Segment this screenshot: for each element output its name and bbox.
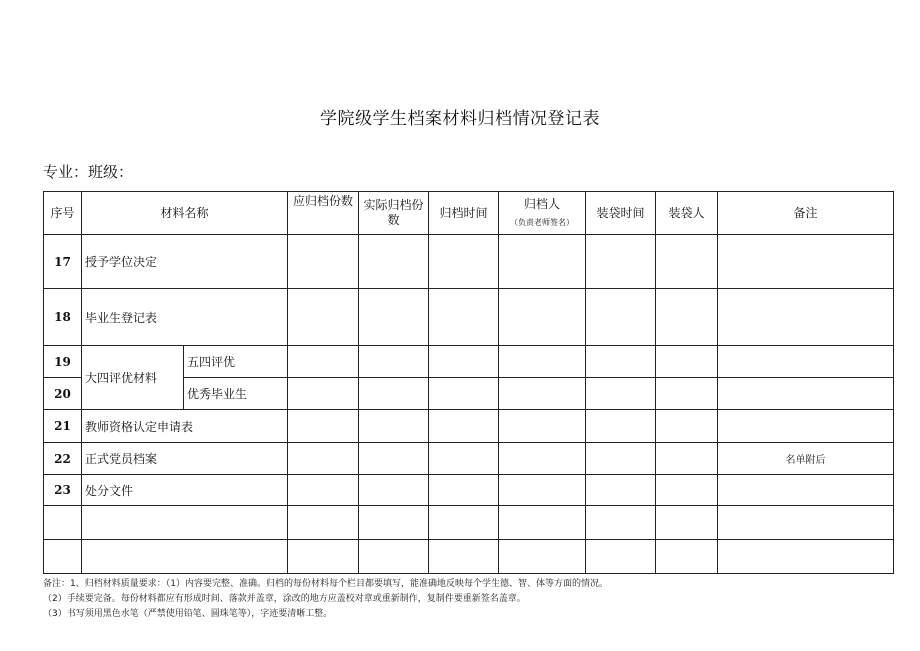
major-class-label: 专业：班级： — [43, 163, 134, 181]
cell-bag-time[interactable] — [586, 235, 656, 289]
cell-remark: 名单附后 — [718, 443, 894, 475]
material-name: 教师资格认定申请表 — [82, 410, 288, 443]
blank-cell[interactable] — [429, 506, 499, 540]
cell-archive-time[interactable] — [429, 378, 499, 410]
cell-archive-time[interactable] — [429, 289, 499, 346]
blank-cell[interactable] — [429, 540, 499, 574]
table-row — [44, 235, 894, 289]
cell-remark[interactable] — [718, 346, 894, 378]
blank-cell[interactable] — [82, 506, 288, 540]
blank-cell[interactable] — [288, 540, 359, 574]
header-actual-count: 实际归档份数 — [359, 192, 429, 235]
header-material: 材料名称 — [82, 192, 288, 235]
cell-bagger[interactable] — [656, 475, 718, 506]
cell-archive-time[interactable] — [429, 410, 499, 443]
archive-register-table — [43, 191, 894, 574]
material-sub-name: 五四评优 — [184, 346, 288, 378]
blank-cell[interactable] — [656, 540, 718, 574]
row-number: 18 — [44, 289, 82, 346]
material-name: 毕业生登记表 — [82, 289, 288, 346]
header-bagger: 装袋人 — [656, 192, 718, 235]
row-number: 23 — [44, 475, 82, 506]
notes-section — [43, 577, 608, 622]
material-sub-name: 优秀毕业生 — [184, 378, 288, 410]
note-line-2: （2）手续要完备。每份材料都应有形成时间、落款并盖章，涂改的地方应盖校对章或重新制作，复制件要重新签名盖章。 — [43, 594, 526, 604]
cell-should-count[interactable] — [288, 475, 359, 506]
cell-should-count[interactable] — [288, 346, 359, 378]
header-bag-time: 装袋时间 — [586, 192, 656, 235]
material-group-name: 大四评优材料 — [82, 346, 184, 410]
cell-actual-count[interactable] — [359, 443, 429, 475]
cell-archive-time[interactable] — [429, 346, 499, 378]
cell-actual-count[interactable] — [359, 346, 429, 378]
blank-cell[interactable] — [586, 540, 656, 574]
cell-archive-time[interactable] — [429, 475, 499, 506]
blank-cell[interactable] — [359, 506, 429, 540]
cell-archiver[interactable] — [499, 346, 586, 378]
cell-archiver[interactable] — [499, 475, 586, 506]
cell-should-count[interactable] — [288, 289, 359, 346]
cell-actual-count[interactable] — [359, 289, 429, 346]
blank-cell[interactable] — [288, 506, 359, 540]
row-number: 22 — [44, 443, 82, 475]
blank-cell[interactable] — [82, 540, 288, 574]
blank-cell[interactable] — [44, 540, 82, 574]
row-number: 19 — [44, 346, 82, 378]
blank-cell[interactable] — [586, 506, 656, 540]
header-archiver-sub: （负责老师签名） — [510, 217, 575, 227]
blank-cell[interactable] — [359, 540, 429, 574]
blank-cell[interactable] — [718, 506, 894, 540]
cell-archive-time[interactable] — [429, 443, 499, 475]
cell-actual-count[interactable] — [359, 475, 429, 506]
cell-bagger[interactable] — [656, 443, 718, 475]
cell-bag-time[interactable] — [586, 410, 656, 443]
header-should-count: 应归档份数 — [288, 192, 359, 235]
cell-should-count[interactable] — [288, 378, 359, 410]
cell-actual-count[interactable] — [359, 235, 429, 289]
cell-actual-count[interactable] — [359, 410, 429, 443]
row-number: 21 — [44, 410, 82, 443]
cell-archiver[interactable] — [499, 443, 586, 475]
cell-bagger[interactable] — [656, 289, 718, 346]
cell-bag-time[interactable] — [586, 346, 656, 378]
form-title: 学院级学生档案材料归档情况登记表 — [320, 109, 600, 129]
material-name: 处分文件 — [82, 475, 288, 506]
cell-bagger[interactable] — [656, 235, 718, 289]
table-row-blank — [44, 506, 894, 540]
table-row — [44, 289, 894, 346]
cell-bag-time[interactable] — [586, 475, 656, 506]
material-name: 授予学位决定 — [82, 235, 288, 289]
table-row-blank — [44, 540, 894, 574]
table-row — [44, 475, 894, 506]
header-archiver — [499, 192, 586, 235]
cell-bag-time[interactable] — [586, 289, 656, 346]
row-number: 20 — [44, 378, 82, 410]
table-row — [44, 410, 894, 443]
note-line-1: 备注：1、归档材料质量要求：（1）内容要完整、准确。归档的每份材料每个栏目都要填写，能准确地反映每个学生德、智、体等方面的情况。 — [43, 579, 608, 589]
header-seq: 序号 — [44, 192, 82, 235]
material-name: 正式党员档案 — [82, 443, 288, 475]
cell-archiver[interactable] — [499, 289, 586, 346]
cell-remark[interactable] — [718, 235, 894, 289]
cell-archiver[interactable] — [499, 378, 586, 410]
blank-cell[interactable] — [44, 506, 82, 540]
header-archive-time: 归档时间 — [429, 192, 499, 235]
header-row — [44, 192, 894, 235]
cell-should-count[interactable] — [288, 443, 359, 475]
cell-archiver[interactable] — [499, 235, 586, 289]
blank-cell[interactable] — [718, 540, 894, 574]
cell-bag-time[interactable] — [586, 378, 656, 410]
cell-remark[interactable] — [718, 378, 894, 410]
table-row — [44, 346, 894, 378]
cell-remark[interactable] — [718, 410, 894, 443]
row-number: 17 — [44, 235, 82, 289]
cell-should-count[interactable] — [288, 410, 359, 443]
blank-cell[interactable] — [656, 506, 718, 540]
cell-actual-count[interactable] — [359, 378, 429, 410]
table-row — [44, 443, 894, 475]
cell-remark[interactable] — [718, 475, 894, 506]
cell-remark[interactable] — [718, 289, 894, 346]
cell-archive-time[interactable] — [429, 235, 499, 289]
cell-bag-time[interactable] — [586, 443, 656, 475]
cell-should-count[interactable] — [288, 235, 359, 289]
cell-archiver[interactable] — [499, 410, 586, 443]
cell-bagger[interactable] — [656, 346, 718, 378]
note-line-3: （3）书写须用黑色水笔（严禁使用铅笔、圆珠笔等），字迹要清晰工整。 — [43, 609, 333, 619]
header-remark: 备注 — [718, 192, 894, 235]
cell-bagger[interactable] — [656, 410, 718, 443]
blank-cell[interactable] — [499, 540, 586, 574]
blank-cell[interactable] — [499, 506, 586, 540]
cell-bagger[interactable] — [656, 378, 718, 410]
header-archiver-label: 归档人 — [524, 196, 561, 211]
